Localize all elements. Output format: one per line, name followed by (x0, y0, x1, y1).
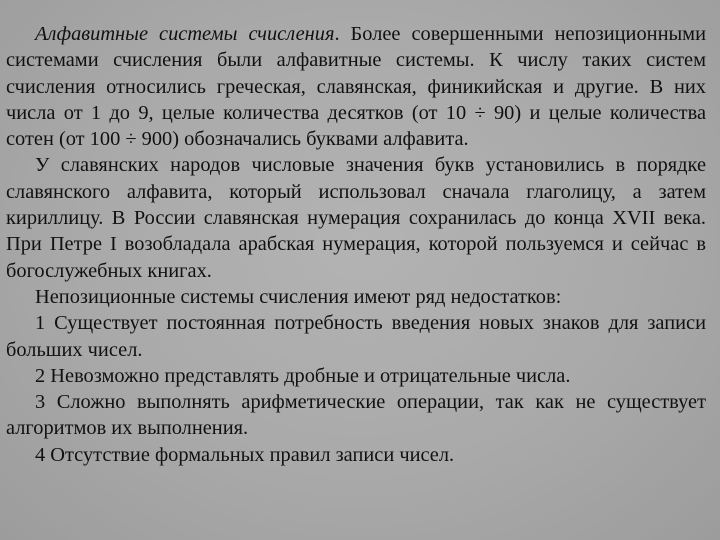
list-item-2: 2 Невозможно представлять дробные и отрицательные числа. (35, 364, 571, 387)
list-item-3: 3 Сложно выполнять арифметические операции, так как не существует алгоритмов их выполнения. (6, 391, 706, 440)
list-item-1: 1 Существует постоянная потребность введения новых знаков для записи больших чисел. (6, 312, 706, 361)
paragraph-disadvantages-intro: Непозиционные системы счисления имеют ряд недостатков: (35, 285, 562, 308)
list-item-4: 4 Отсутствие формальных правил записи чисел. (35, 443, 455, 466)
paragraph-slavic-numeration: У славянских народов числовые значения букв установились в порядке славянского алфавита, который использовал сначала глаголицу, а затем кириллицу. В России славянская нумерация сохранилась до конца XVII века. При Петре I возобладала арабская нумерация, которой пользуемся и сейчас в богослужебных книгах. (6, 154, 706, 282)
paragraph-alphabetic-systems (6, 21, 706, 152)
text-body (6, 21, 706, 468)
lead-term: Алфавитные системы счисления (35, 23, 335, 45)
paragraph-text: . Более совершенными непозиционными системами счисления были алфавитные системы. К числу таких систем счисления относились греческая, славянская, финикийская и другие. В них числа от 1 до 9, целые количества десятков (от 10 ÷ 90) и целые количества сотен (от 100 ÷ 900) обозначались буквами алфавита. (6, 23, 706, 151)
